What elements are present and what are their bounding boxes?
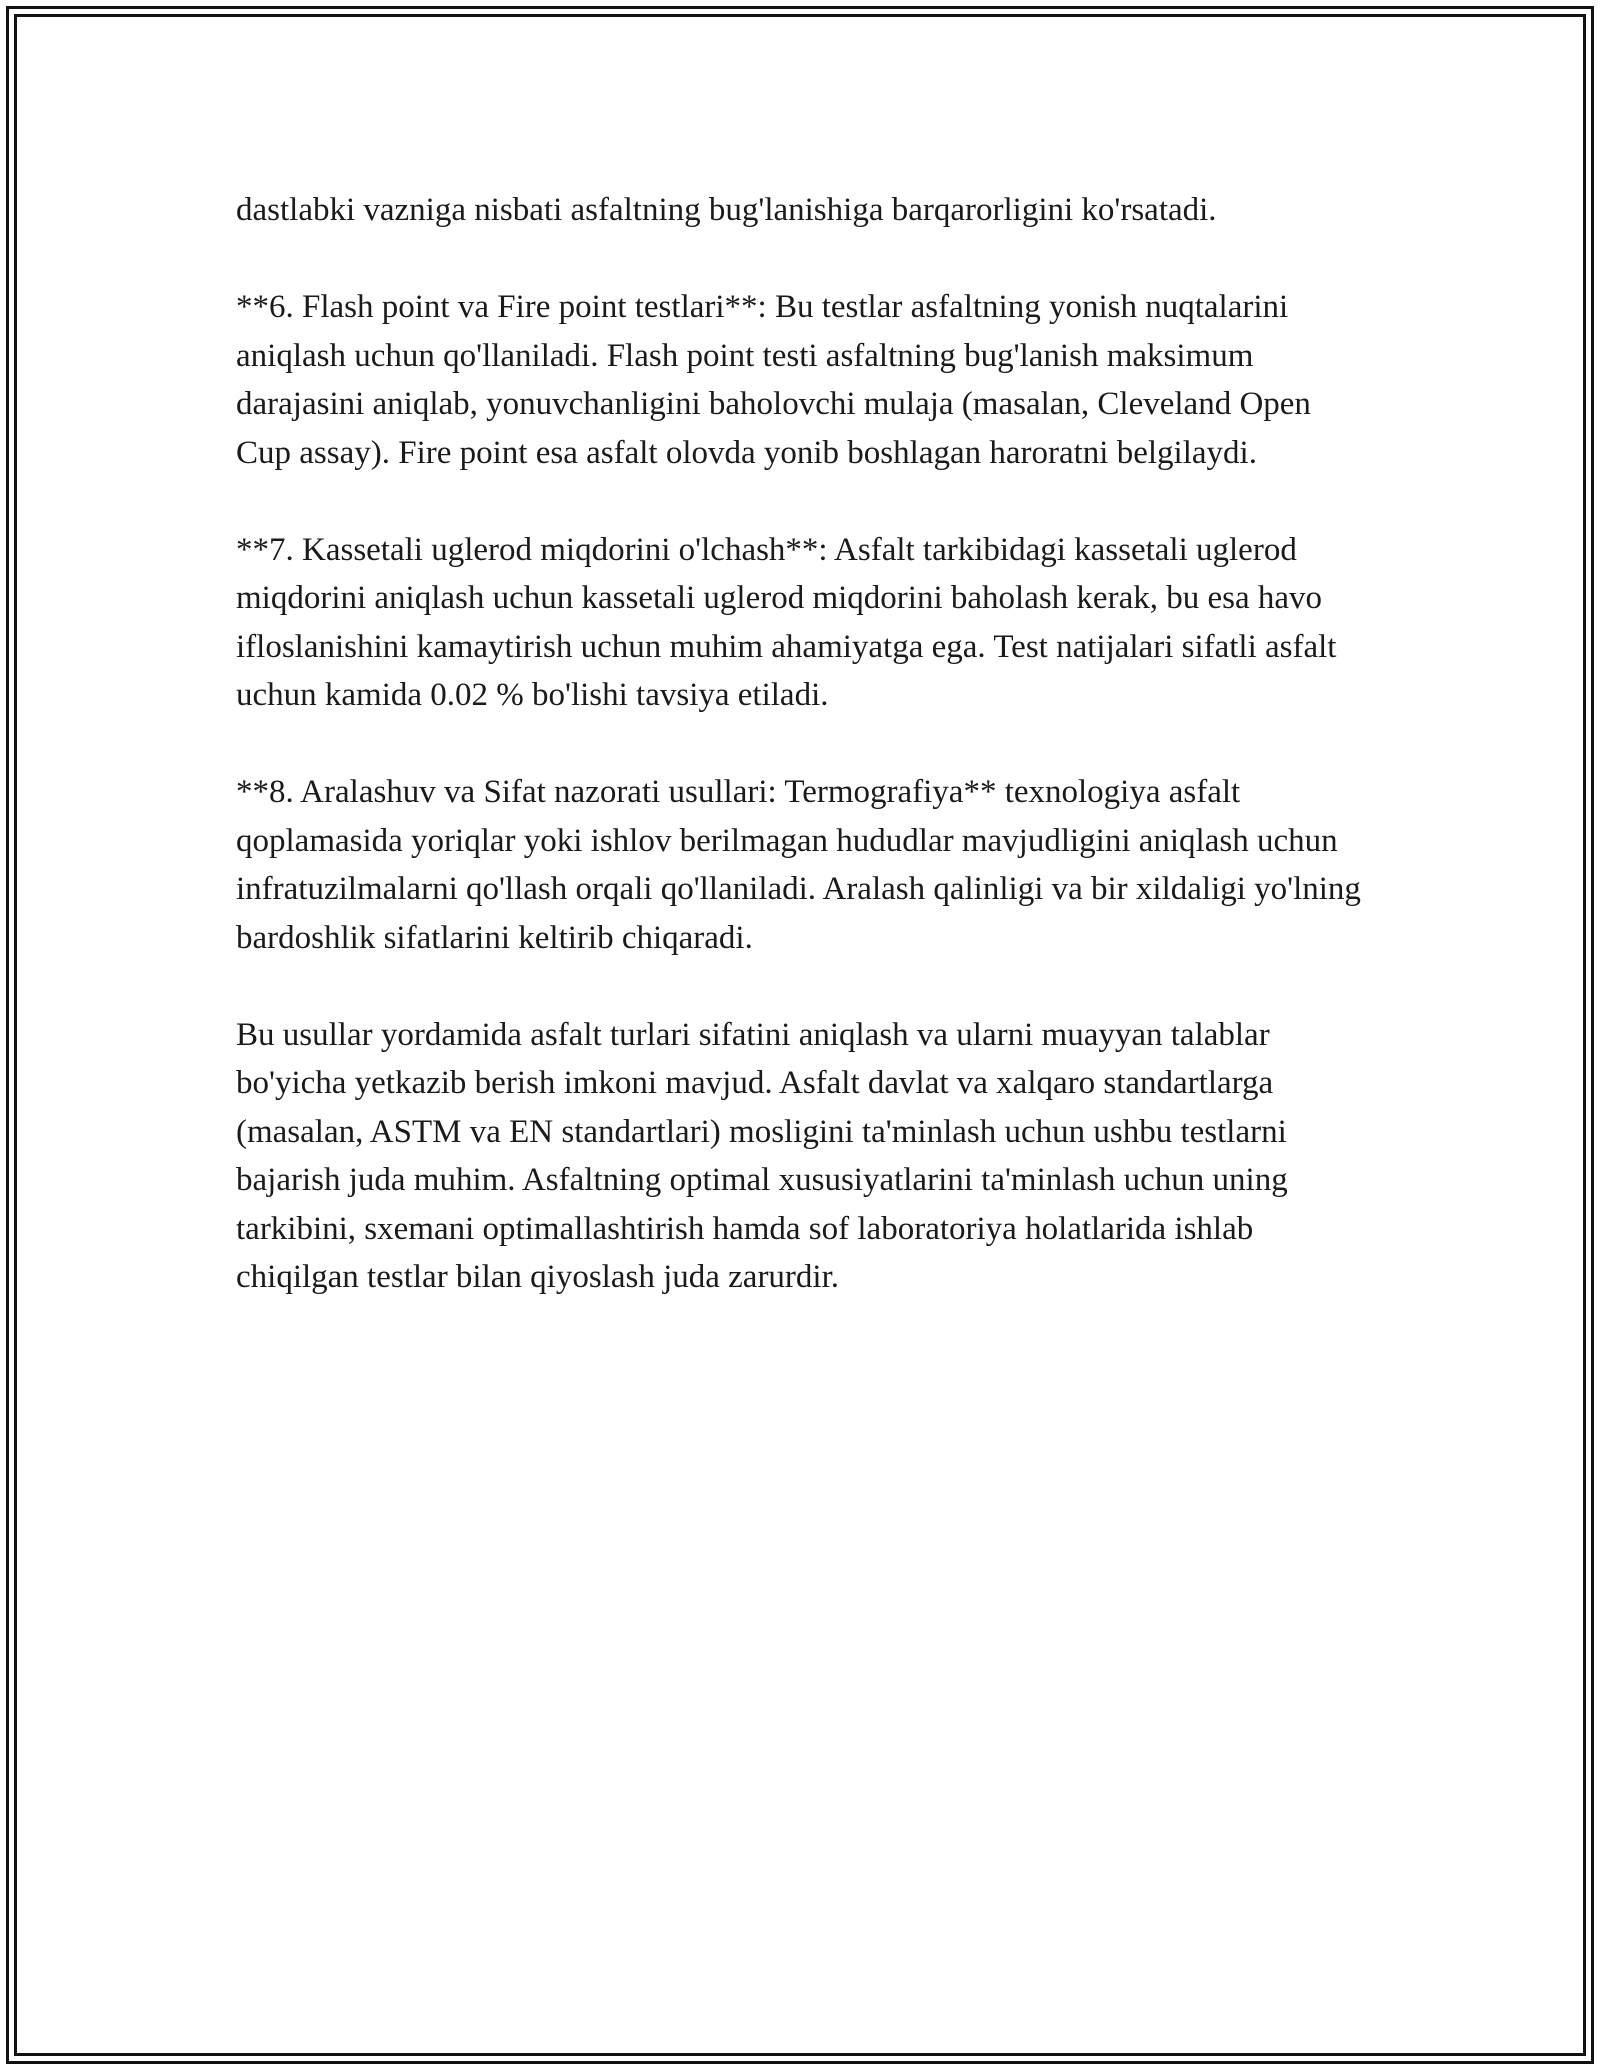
paragraph-conclusion: Bu usullar yordamida asfalt turlari sifatini aniqlash va ularni muayyan talablar bo'yicha yetkazib berish imkoni mavjud. Asfalt davlat va xalqaro standartlarga (masalan, ASTM va EN standartlari) mosligini ta'minlash uchun ushbu testlarni bajarish juda muhim. Asfaltning optimal xususiyatlarini ta'minlash uchun uning tarkibini, sxemani optimallashtirish hamda sof laboratoriya holatlarida ishlab chiqilgan testlar bilan qiyoslash juda zarurdir. — [236, 1016, 1288, 1295]
paragraph-flash-fire-point: **6. Flash point va Fire point testlari**: Bu testlar asfaltning yonish nuqtalarini aniqlash uchun qo'llaniladi. Flash point testi asfaltning bug'lanish maksimum darajasini aniqlab, yonuvchanligini baholovchi mulaja (masalan, Cleveland Open Cup assay). Fire point esa asfalt olovda yonib boshlagan haroratni belgilaydi. — [236, 289, 1311, 471]
paragraph-continuation: dastlabki vazniga nisbati asfaltning bug'lanishiga barqarorligini ko'rsatadi. — [236, 192, 1217, 228]
paragraph-carbon-measurement: **7. Kassetali uglerod miqdorini o'lchash**: Asfalt tarkibidagi kassetali uglerod miqdorini aniqlash uchun kassetali uglerod miqdorini baholash kerak, bu esa havo ifloslanishini kamaytirish uchun muhim ahamiyatga ega. Test natijalari sifatli asfalt uchun kamida 0.02 % bo'lishi tavsiya etiladi. — [236, 531, 1337, 713]
document-body — [236, 186, 1366, 1350]
paragraph-quality-control: **8. Aralashuv va Sifat nazorati usullari: Termografiya** texnologiya asfalt qoplamasida yoriqlar yoki ishlov berilmagan hududlar mavjudligini aniqlash uchun infratuzilmalarni qo'llash orqali qo'llaniladi. Aralash qalinligi va bir xildaligi yo'lning bardoshlik sifatlarini keltirib chiqaradi. — [236, 774, 1361, 956]
